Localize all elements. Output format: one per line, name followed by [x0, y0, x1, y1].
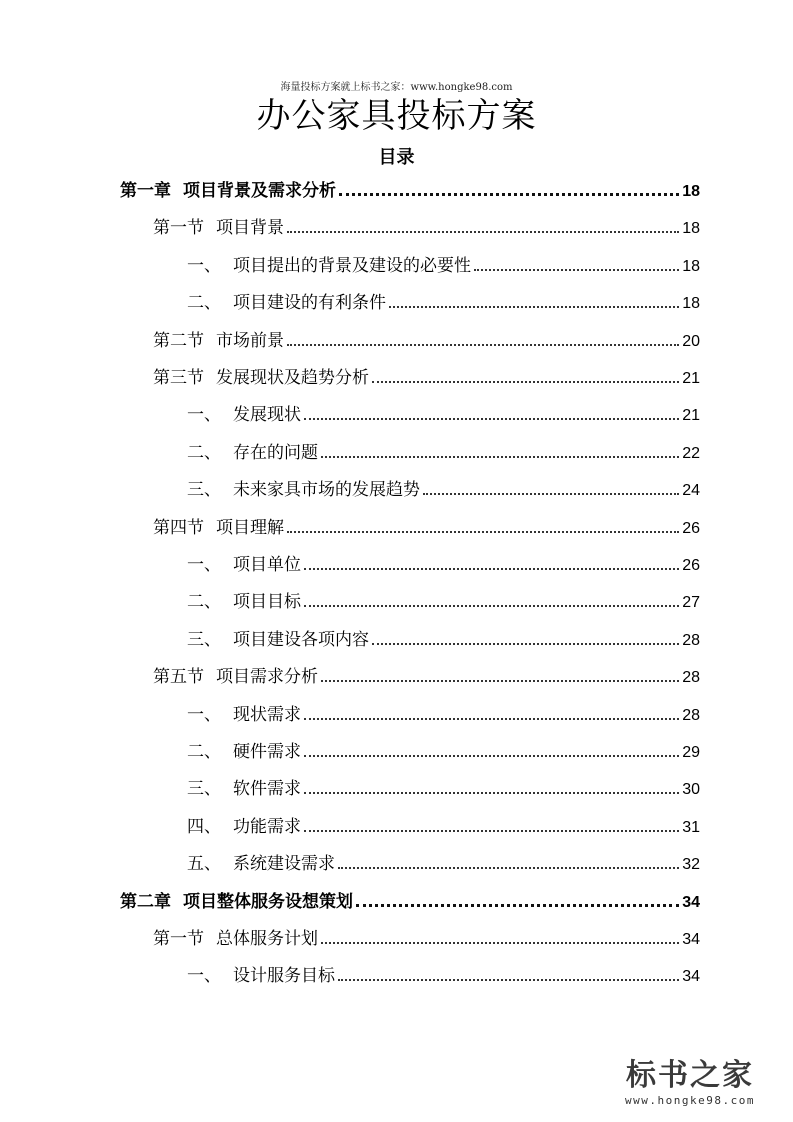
toc-leader-dots [321, 456, 679, 458]
toc-entry[interactable] [187, 438, 700, 468]
toc-entry[interactable] [187, 475, 700, 505]
toc-entry-text: 设计服务目标 [233, 966, 335, 987]
toc-entry[interactable] [187, 587, 700, 617]
toc-leader-dots [304, 792, 679, 794]
toc-entry-number: 第一节 [153, 929, 204, 949]
toc-entry-label [187, 475, 420, 505]
toc-entry-number: 三、 [187, 779, 221, 800]
toc-entry-page: 28 [682, 669, 700, 687]
toc-entry-number: 一、 [187, 966, 221, 987]
toc-leader-dots [287, 531, 679, 533]
toc-entry-number: 第五节 [153, 667, 204, 688]
toc-leader-dots [304, 605, 679, 607]
toc-entry-text: 系统建设需求 [233, 854, 335, 875]
toc-entry-page: 29 [682, 744, 700, 761]
watermark-logo: 标书之家 [626, 1058, 754, 1093]
toc-entry-label [153, 363, 369, 393]
toc-entry-number: 二、 [187, 442, 221, 463]
toc-entry-text: 发展现状 [233, 405, 301, 426]
toc-leader-dots [304, 755, 679, 757]
header-note: 海量投标方案就上标书之家：www.hongke98.com [280, 82, 513, 93]
toc-entry-number: 第一章 [120, 181, 171, 201]
watermark [605, 1058, 775, 1108]
toc-leader-dots [304, 830, 679, 832]
toc-entry-label [187, 812, 301, 842]
toc-leader-dots [338, 979, 679, 981]
watermark-url: www.hongke98.com [625, 1094, 755, 1107]
toc-entry-page: 34 [682, 893, 700, 911]
toc-entry-text: 软件需求 [233, 779, 301, 800]
toc-entry-text: 功能需求 [233, 816, 301, 837]
toc-entry-label [153, 513, 284, 543]
toc-entry[interactable] [187, 288, 700, 318]
toc-entry[interactable] [153, 513, 700, 543]
toc-entry-page: 24 [682, 482, 700, 500]
toc-entry-text: 市场前景 [216, 330, 284, 351]
toc-entry-page: 18 [682, 220, 700, 238]
toc-entry-page: 26 [682, 557, 700, 574]
toc-entry-page: 30 [682, 781, 700, 799]
toc-entry-label [187, 737, 301, 767]
toc-entry[interactable] [153, 213, 700, 243]
toc-entry[interactable] [187, 812, 700, 842]
toc-entry-text: 总体服务计划 [216, 929, 318, 949]
toc-entry[interactable] [187, 625, 700, 655]
toc-entry-label [187, 961, 335, 991]
toc-entry-page: 34 [682, 968, 700, 986]
toc-entry-text: 项目目标 [233, 592, 301, 613]
toc-entry-label [187, 849, 335, 879]
toc-entry-number: 第三节 [153, 368, 204, 388]
toc-entry-page: 27 [682, 594, 700, 612]
toc-entry-label [187, 438, 318, 468]
toc-entry-number: 第二章 [120, 891, 171, 912]
toc-leader-dots [321, 942, 679, 944]
document-title: 办公家具投标方案 [256, 96, 537, 136]
toc-leader-dots [356, 904, 679, 907]
toc-entry-number: 一、 [187, 255, 221, 276]
toc-entry-number: 第一节 [153, 218, 204, 239]
toc-entry[interactable] [187, 849, 700, 879]
toc-entry-page: 26 [682, 519, 700, 537]
toc-entry-page: 20 [682, 332, 700, 350]
toc-entry-label [120, 176, 336, 206]
toc-entry-label [120, 887, 353, 917]
toc-entry-page: 28 [682, 706, 700, 724]
toc-entry-page: 34 [682, 931, 700, 948]
toc-entry[interactable] [187, 961, 700, 991]
toc-entry-page: 32 [682, 856, 700, 874]
toc-entry[interactable] [120, 887, 700, 917]
toc-leader-dots [474, 269, 679, 271]
toc-entry-label [187, 288, 386, 318]
toc-leader-dots [287, 231, 679, 233]
toc-entry-text: 项目理解 [216, 517, 284, 538]
toc-entry-text: 项目建设各项内容 [233, 629, 369, 650]
toc-entry-label [187, 251, 471, 281]
toc-entry[interactable] [187, 550, 700, 580]
toc-entry-text: 硬件需求 [233, 742, 301, 762]
toc-entry-page: 18 [682, 183, 700, 200]
toc-entry-label [187, 774, 301, 804]
toc-entry[interactable] [187, 700, 700, 730]
toc-heading: 目录 [378, 147, 415, 168]
toc-entry-page: 28 [682, 631, 700, 649]
toc-entry-text: 未来家具市场的发展趋势 [233, 480, 420, 501]
toc-entry[interactable] [187, 400, 700, 430]
toc-entry[interactable] [153, 326, 700, 356]
toc-entry-text: 项目提出的背景及建设的必要性 [233, 255, 471, 276]
toc-entry-page: 18 [682, 257, 700, 275]
toc-entry[interactable] [187, 737, 700, 767]
toc-entry-page: 18 [682, 295, 700, 313]
toc-entry-number: 第四节 [153, 517, 204, 538]
toc-entry[interactable] [153, 662, 700, 692]
toc-entry-number: 一、 [187, 405, 221, 426]
toc-entry-text: 项目背景 [216, 218, 284, 239]
toc-entry-label [187, 625, 369, 655]
toc-entry-number: 四、 [187, 816, 221, 837]
toc-leader-dots [389, 306, 679, 308]
toc-entry-label [187, 587, 301, 617]
toc-leader-dots [304, 568, 679, 570]
toc-leader-dots [321, 680, 679, 682]
toc-entry-page: 22 [682, 444, 700, 462]
toc-entry-text: 发展现状及趋势分析 [216, 368, 369, 388]
toc-entry-number: 三、 [187, 629, 221, 650]
toc-entry-label [187, 550, 301, 580]
toc-entry-label [153, 213, 284, 243]
toc-entry[interactable] [153, 924, 700, 954]
toc-entry-text: 项目背景及需求分析 [183, 181, 336, 201]
toc-entry-number: 一、 [187, 704, 221, 725]
toc-leader-dots [423, 493, 679, 495]
toc-leader-dots [372, 381, 679, 383]
toc-entry-text: 项目整体服务设想策划 [183, 891, 353, 912]
toc-entry[interactable] [120, 176, 700, 206]
toc-entry-text: 存在的问题 [233, 442, 318, 463]
toc-leader-dots [304, 718, 679, 720]
toc-entry-page: 21 [682, 407, 700, 425]
toc-entry[interactable] [187, 774, 700, 804]
toc-entry-label [187, 400, 301, 430]
toc-entry-page: 31 [682, 818, 700, 836]
toc-entry-text: 项目建设的有利条件 [233, 293, 386, 314]
toc-entry-number: 五、 [187, 854, 221, 875]
toc-entry-text: 项目需求分析 [216, 667, 318, 688]
toc-leader-dots [339, 193, 679, 196]
toc-entry-page: 21 [682, 370, 700, 387]
toc-entry-number: 一、 [187, 555, 221, 575]
toc-entry-number: 二、 [187, 592, 221, 613]
toc-leader-dots [287, 344, 679, 346]
toc-entry-text: 项目单位 [233, 555, 301, 575]
toc-entry[interactable] [153, 363, 700, 393]
toc-entry-label [153, 924, 318, 954]
toc-entry-number: 三、 [187, 480, 221, 501]
toc-entry-label [153, 326, 284, 356]
toc-entry-label [187, 700, 301, 730]
toc-leader-dots [372, 643, 679, 645]
toc-entry-number: 第二节 [153, 330, 204, 351]
toc-entry[interactable] [187, 251, 700, 281]
toc-entry-text: 现状需求 [233, 704, 301, 725]
toc-leader-dots [304, 418, 679, 420]
toc-leader-dots [338, 867, 679, 869]
toc-entry-number: 二、 [187, 742, 221, 762]
toc-entry-number: 二、 [187, 293, 221, 314]
toc-entry-label [153, 662, 318, 692]
